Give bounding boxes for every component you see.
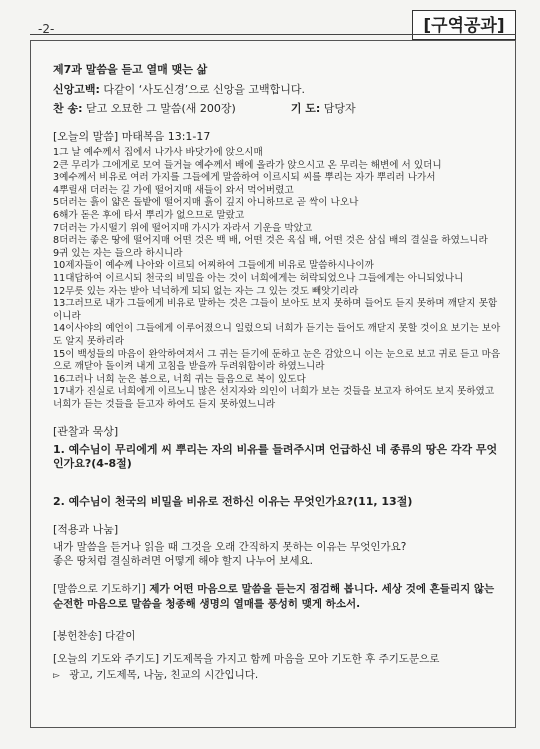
scripture-verses (53, 147, 501, 411)
application-line-1: 내가 말씀을 듣거나 읽을 때 그것을 오래 간직하지 못하는 이유는 무엇인가요? (53, 541, 407, 554)
verse: 10제자들이 예수께 나아와 이르되 어찌하여 그들에게 비유로 말씀하시나이까 (53, 260, 374, 272)
verse: 2큰 무리가 그에게로 모여 들거늘 예수께서 배에 올라가 앉으시고 온 무리는 해변에 서 있더니 (53, 159, 442, 171)
verse: 6해가 돋은 후에 타서 뿌리가 없으므로 말랐고 (53, 209, 245, 221)
prayer-section (53, 582, 501, 612)
section-badge: [구역공과] (412, 10, 516, 40)
hymn-label: 찬 송: (53, 102, 83, 115)
observation-heading: [관찰과 묵상] (53, 425, 119, 439)
lesson-title: 제7과 말씀을 듣고 열매 맺는 삶 (53, 63, 208, 76)
verse: 7더러는 가시떨기 위에 떨어지매 가시가 자라서 기운을 막았고 (53, 222, 313, 234)
lesson-frame (30, 40, 516, 728)
verse: 11대답하여 이르시되 천국의 비밀을 아는 것이 너희에게는 허락되었으나 그들에게는 아니되었나니 (53, 272, 464, 284)
verse: 9귀 있는 자는 들으라 하시니라 (53, 247, 183, 259)
confession-text: 다같이 ‘사도신경’으로 신앙을 고백합니다. (103, 83, 306, 96)
hymn-line (53, 100, 501, 116)
arrow-icon: ▻ (53, 671, 60, 682)
top-rule (30, 34, 516, 35)
confession-label: 신앙고백: (53, 83, 100, 96)
verse: 5더러는 흙이 얇은 돌밭에 떨어지매 흙이 깊지 아니하므로 곧 싹이 나오나 (53, 197, 359, 209)
prayer-section-tag: [말씀으로 기도하기] (53, 583, 146, 596)
question-1: 1. 예수님이 무리에게 씨 뿌리는 자의 비유를 들려주시며 언급하신 네 종류의 땅은 각각 무엇인가요?(4-8절) (53, 443, 498, 471)
hymn-text: 닫고 오묘한 그 말씀(새 200장) (85, 102, 236, 115)
verse: 14이사야의 예언이 그들에게 이루어졌으니 일렀으되 너희가 듣기는 들어도 깨닫지 못할 것이요 보기는 보아도 알지 못하리라 (53, 323, 501, 347)
closing-line-2-wrap (53, 667, 501, 684)
page-number: -2- (38, 22, 55, 36)
scripture-heading: [오늘의 말씀] 마태복음 13:1-17 (53, 130, 211, 143)
verse: 15이 백성들의 마음이 완악하여져서 그 귀는 듣기에 둔하고 눈은 감았으니 이는 눈으로 보고 귀로 듣고 마음으로 깨닫아 돌이켜 내게 고침을 받을까 두려워함이라 하였느니라 (53, 348, 501, 373)
verse: 4뿌릴새 더러는 길 가에 떨어지매 새들이 와서 먹어버렸고 (53, 184, 294, 196)
offering-song-text: 다같이 (105, 630, 136, 643)
verse: 8더러는 좋은 땅에 떨어지매 어떤 것은 백 배, 어떤 것은 육십 배, 어떤 것은 삼십 배의 결실을 하였느니라 (53, 235, 488, 247)
verse: 1그 날 예수께서 집에서 나가사 바닷가에 앉으시매 (53, 147, 263, 158)
verse: 12무릇 있는 자는 받아 넉넉하게 되되 없는 자는 그 있는 것도 빼앗기리라 (53, 285, 359, 297)
offering-song (53, 628, 501, 643)
lesson-content (53, 61, 501, 684)
prayer-label: 기 도: (290, 102, 321, 115)
verse: 17내가 진실로 너희에게 이르노니 많은 선지자와 의인이 너희가 보는 것들을 보고자 하여도 보지 못하였고 너희가 듣는 것들을 듣고자 하여도 듣지 못하였느니라 (53, 386, 495, 410)
prayer-section-text: 제가 어떤 마음으로 말씀을 듣는지 점검해 봅니다. 세상 것에 흔들리지 않는 순전한 마음으로 말씀을 청종해 생명의 열매를 풍성히 맺게 하소서. (53, 583, 495, 611)
verse: 3예수께서 비유로 여러 가지를 그들에게 말씀하여 이르시되 씨를 뿌리는 자가 뿌리러 나가서 (53, 172, 436, 184)
confession-line (53, 81, 501, 97)
closing-line-2: 광고, 기도제목, 나눔, 친교의 시간입니다. (69, 669, 259, 682)
verse: 13그러므로 내가 그들에게 비유로 말하는 것은 그들이 보아도 보지 못하며 들어도 듣지 못하며 깨닫지 못함이니라 (53, 298, 498, 322)
offering-song-tag: [봉헌찬송] (53, 630, 102, 643)
closing-line-1: [오늘의 기도와 주기도] 기도제목을 가지고 함께 마음을 모아 기도한 후 주기도문으로 (53, 653, 440, 666)
question-2: 2. 예수님이 천국의 비밀을 비유로 전하신 이유는 무엇인가요?(11, 13절) (53, 495, 413, 509)
application-line-2: 좋은 땅처럼 결실하려면 어떻게 해야 할지 나누어 보세요. (53, 555, 313, 568)
closing-block (53, 651, 501, 684)
application-heading: [적용과 나눔] (53, 523, 119, 537)
verse: 16그러나 너희 눈은 봄으로, 너희 귀는 들음으로 복이 있도다 (53, 373, 306, 385)
prayer-leader: 담당자 (323, 102, 356, 115)
